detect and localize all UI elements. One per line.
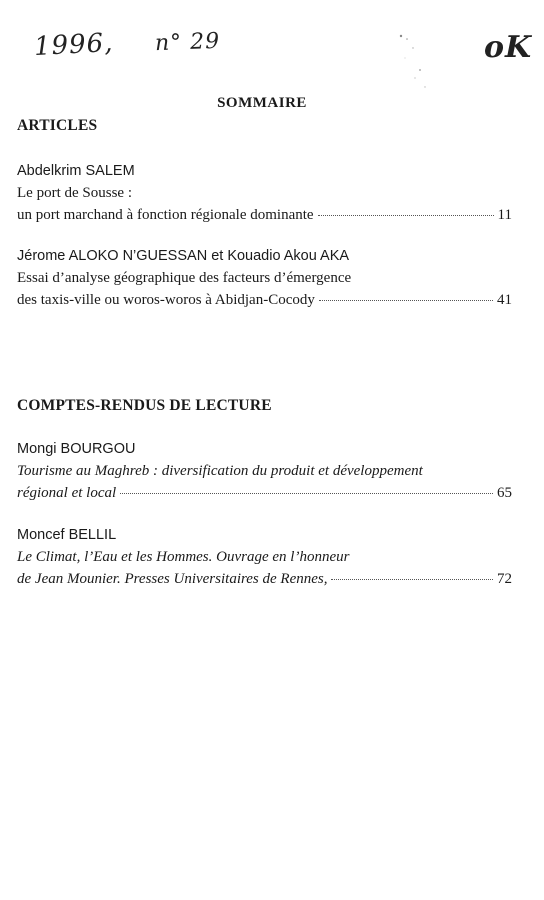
- entry-page-number: 11: [497, 207, 512, 223]
- dot-leader: [120, 492, 493, 494]
- scan-specks: [395, 30, 435, 95]
- entry-title-line: régional et local: [17, 485, 117, 501]
- toc-entry[interactable]: [17, 245, 512, 311]
- entry-title-line: Essai d’analyse géographique des facteurs d’émergence: [17, 270, 352, 286]
- dot-leader: [319, 299, 493, 301]
- entry-page-number: 65: [497, 485, 512, 501]
- entry-title-line: Le Climat, l’Eau et les Hommes. Ouvrage en l’honneur: [17, 549, 350, 565]
- section-heading-reviews: COMPTES-RENDUS DE LECTURE: [17, 397, 272, 414]
- toc-entry[interactable]: [17, 438, 512, 504]
- entry-page-number: 41: [497, 292, 512, 308]
- entry-title-line: de Jean Mounier. Presses Universitaires de Rennes,: [17, 571, 328, 587]
- handwritten-issue-number: n° 29: [154, 28, 221, 57]
- handwritten-year: 1996,: [33, 27, 115, 63]
- entry-page-number: 72: [497, 571, 512, 587]
- section-heading-articles: ARTICLES: [17, 117, 98, 134]
- entry-title-line: Le port de Sousse :: [17, 185, 132, 201]
- entry-author: Abdelkrim SALEM: [17, 163, 135, 179]
- toc-entry[interactable]: [17, 524, 512, 590]
- entry-author: Moncef BELLIL: [17, 527, 117, 543]
- entry-title-line: des taxis-ville ou woros-woros à Abidjan-Cocody: [17, 292, 315, 308]
- dot-leader: [331, 578, 493, 580]
- entry-author: Mongi BOURGOU: [17, 441, 136, 457]
- entry-title-line: Tourisme au Maghreb : diversification du produit et développement: [17, 463, 423, 479]
- handwritten-ok-mark: oK: [484, 30, 533, 65]
- page-title: SOMMAIRE: [217, 95, 307, 111]
- entry-title-line: un port marchand à fonction régionale dominante: [17, 207, 314, 223]
- dot-leader: [318, 214, 494, 216]
- entry-author: Jérome ALOKO N’GUESSAN et Kouadio Akou AKA: [17, 248, 350, 264]
- toc-entry[interactable]: [17, 160, 512, 226]
